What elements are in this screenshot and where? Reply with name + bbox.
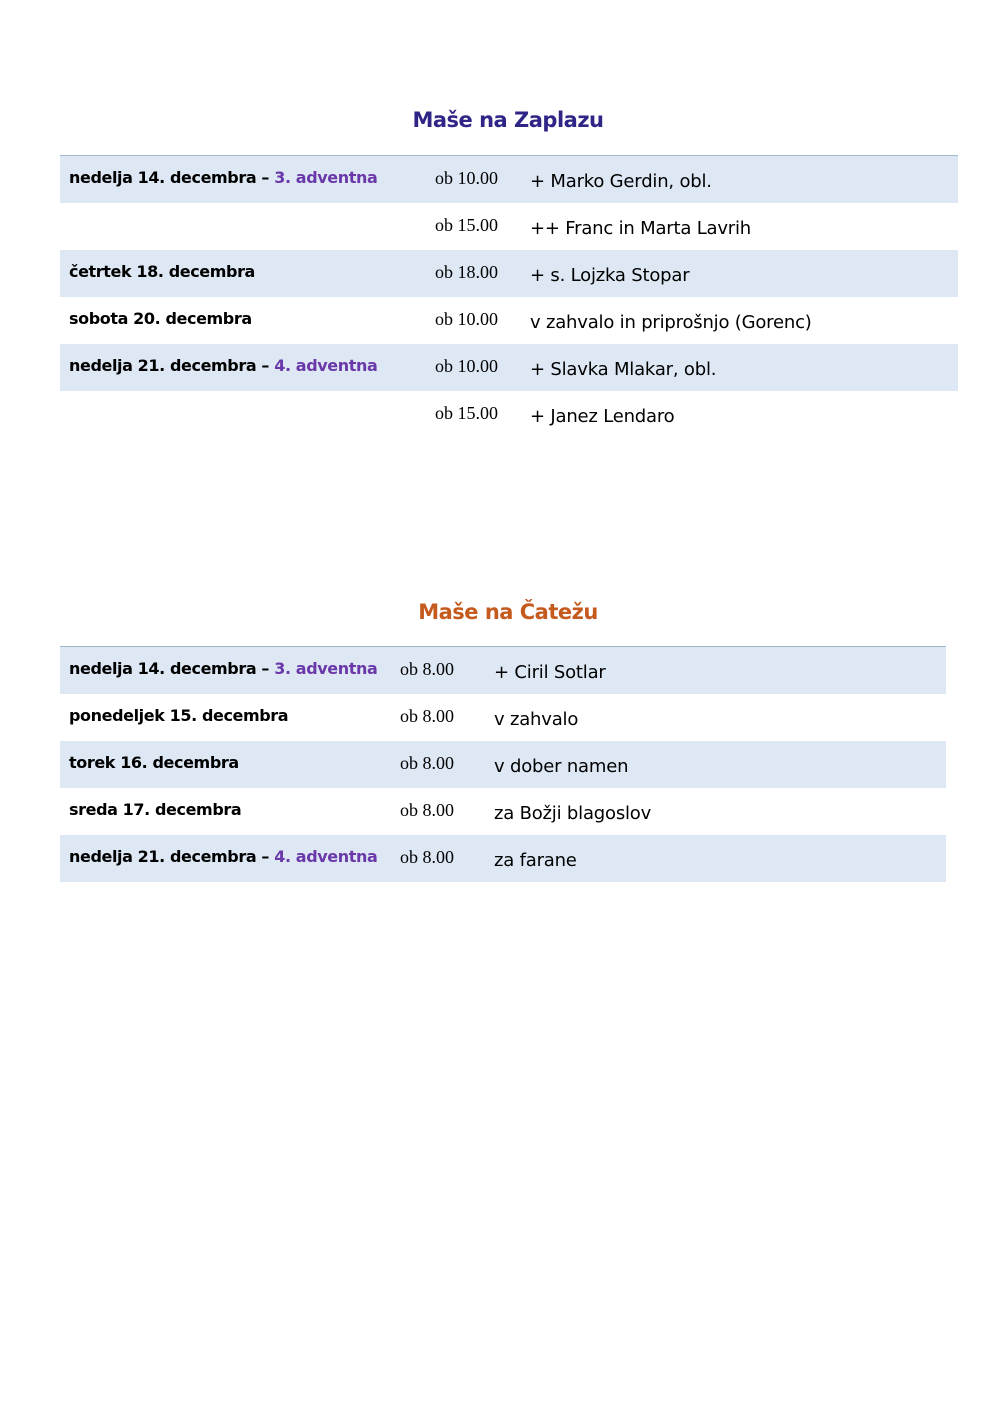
time-cell: ob 15.00 [435, 215, 498, 235]
intention-cell: v dober namen [494, 756, 629, 777]
date-cell: četrtek 18. decembra [69, 262, 255, 281]
table-row [60, 203, 958, 250]
date-cell: nedelja 14. decembra – 3. adventna [69, 659, 378, 678]
date-cell: nedelja 21. decembra – 4. adventna [69, 847, 378, 866]
time-cell: ob 8.00 [400, 659, 454, 679]
table-row [60, 297, 958, 344]
table-row [60, 344, 958, 391]
intention-cell: v zahvalo [494, 709, 579, 730]
table-row [60, 741, 946, 788]
mass-schedule-zaplaz [60, 155, 958, 438]
date-cell: sreda 17. decembra [69, 800, 242, 819]
intention-cell: + Ciril Sotlar [494, 662, 606, 683]
time-cell: ob 18.00 [435, 262, 498, 282]
time-cell: ob 10.00 [435, 168, 498, 188]
time-cell: ob 15.00 [435, 403, 498, 423]
mass-schedule-catez [60, 646, 946, 882]
table-row [60, 835, 946, 882]
table-row [60, 788, 946, 835]
intention-cell: + Slavka Mlakar, obl. [530, 359, 717, 380]
date-cell: nedelja 14. decembra – 3. adventna [69, 168, 378, 187]
intention-cell: + s. Lojzka Stopar [530, 265, 690, 286]
date-cell: sobota 20. decembra [69, 309, 252, 328]
date-cell: nedelja 21. decembra – 4. adventna [69, 356, 378, 375]
table-row [60, 391, 958, 438]
intention-cell: v zahvalo in priprošnjo (Gorenc) [530, 312, 812, 333]
intention-cell: ++ Franc in Marta Lavrih [530, 218, 752, 239]
section-title-catez: Maše na Čatežu [418, 600, 598, 624]
intention-cell: + Janez Lendaro [530, 406, 675, 427]
table-row [60, 156, 958, 203]
intention-cell: za Božji blagoslov [494, 803, 652, 824]
section-title-zaplaz: Maše na Zaplazu [412, 108, 604, 132]
intention-cell: za farane [494, 850, 577, 871]
date-cell: torek 16. decembra [69, 753, 239, 772]
time-cell: ob 10.00 [435, 356, 498, 376]
time-cell: ob 10.00 [435, 309, 498, 329]
time-cell: ob 8.00 [400, 847, 454, 867]
date-cell: ponedeljek 15. decembra [69, 706, 289, 725]
table-row [60, 250, 958, 297]
time-cell: ob 8.00 [400, 800, 454, 820]
intention-cell: + Marko Gerdin, obl. [530, 171, 712, 192]
time-cell: ob 8.00 [400, 753, 454, 773]
time-cell: ob 8.00 [400, 706, 454, 726]
table-row [60, 647, 946, 694]
table-row [60, 694, 946, 741]
